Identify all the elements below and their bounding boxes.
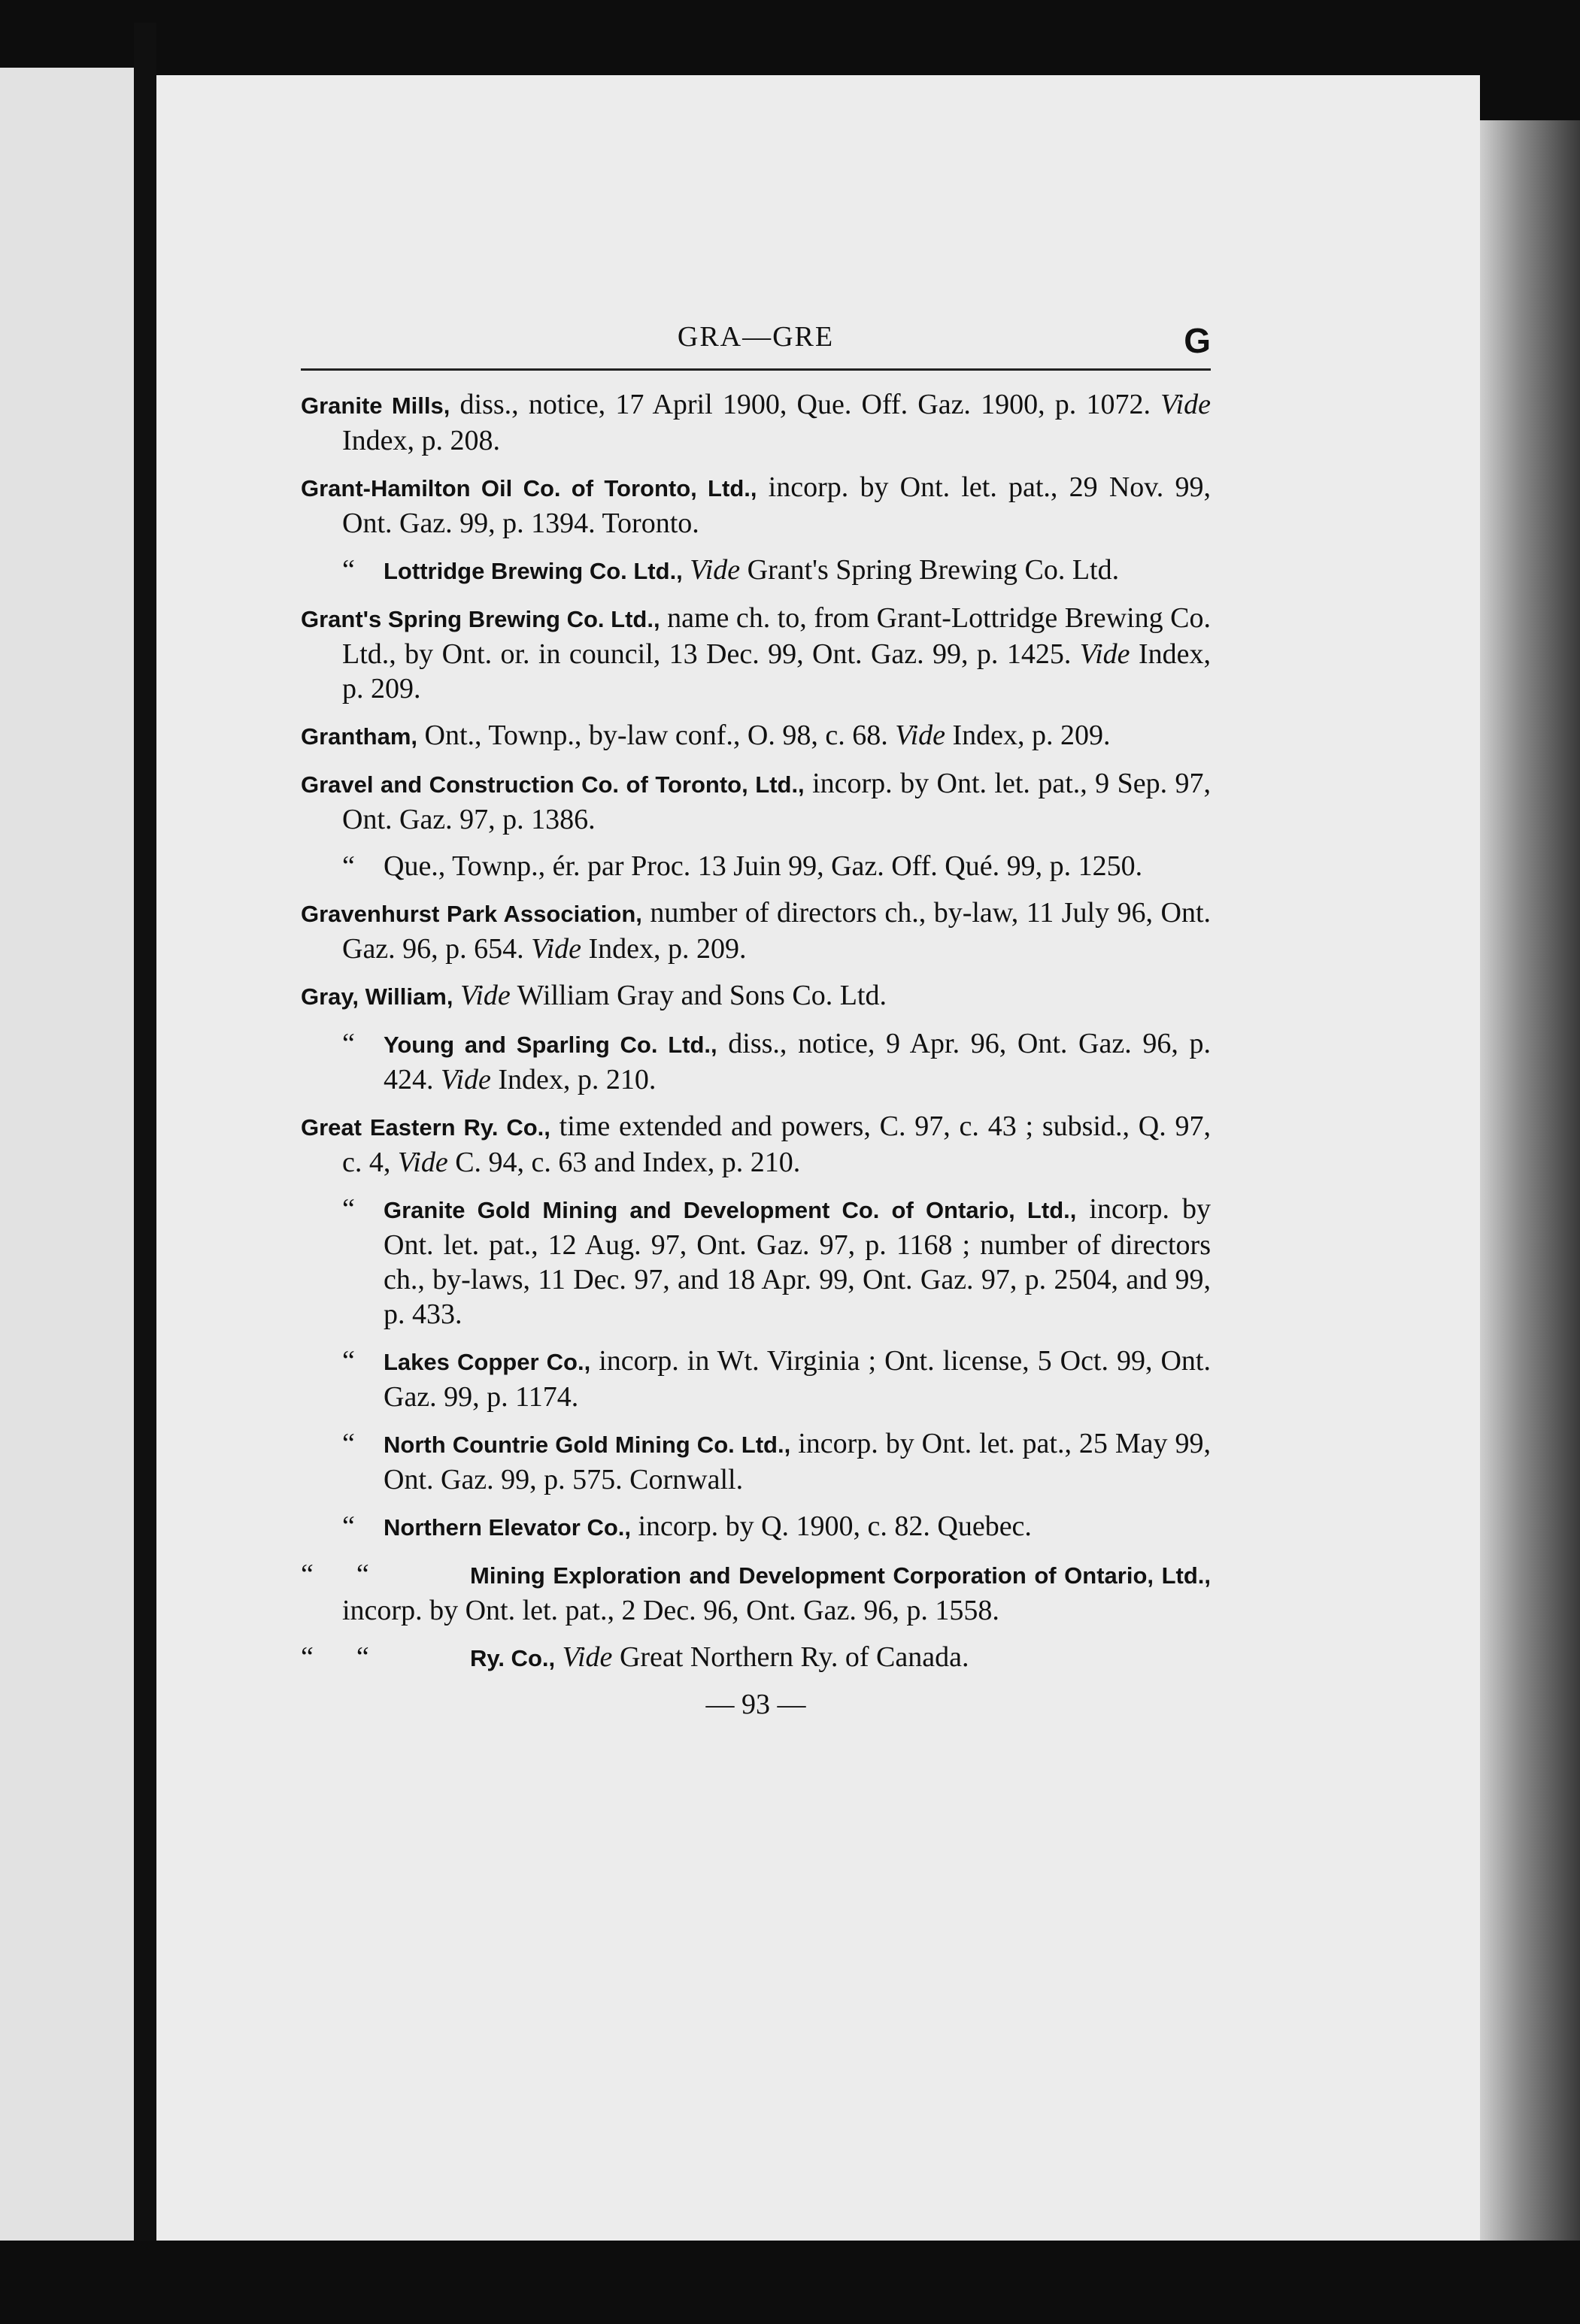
entry-text: name ch. to, from Grant-Lottridge Brewing Co. Ltd., by Ont. or. in council, 13 Dec. 99, Ont. Gaz. 99, p. 1425.	[342, 602, 1211, 670]
ditto-mark: “	[342, 850, 355, 882]
vide-reference: Vide	[459, 980, 511, 1011]
ditto-mark: “	[342, 1193, 355, 1225]
ditto-mark: “	[342, 1510, 355, 1542]
header-letter: G	[1184, 321, 1211, 360]
entry-text: diss., notice, 17 April 1900, Que. Off. Gaz. 1900, p. 1072.	[450, 389, 1161, 420]
ditto-mark: “ “	[301, 1641, 369, 1673]
ditto-mark: “	[342, 554, 355, 586]
entry-name: Northern Elevator Co.,	[384, 1514, 631, 1541]
entry-text-continued: William Gray and Sons Co. Ltd.	[510, 980, 887, 1011]
entry-name: Gravenhurst Park Association,	[301, 901, 642, 927]
entry-name: Grant-Hamilton Oil Co. of Toronto, Ltd.,	[301, 475, 757, 501]
vide-reference: Vide	[397, 1147, 448, 1178]
index-entry	[342, 1509, 1211, 1545]
entry-name: North Countrie Gold Mining Co. Ltd.,	[384, 1432, 791, 1458]
vide-reference: Vide	[531, 933, 582, 965]
entry-name: Grantham,	[301, 723, 418, 750]
entry-text: incorp. in Wt. Virginia ; Ont. license, 5 Oct. 99, Ont. Gaz. 99, p. 1174.	[384, 1345, 1211, 1413]
entry-text-continued: Index, p. 209.	[581, 933, 747, 965]
entry-name: Mining Exploration and Development Corporation of Ontario, Ltd.,	[470, 1562, 1211, 1589]
left-page-edge	[0, 68, 134, 2263]
entry-text: incorp. by Ont. let. pat., 2 Dec. 96, Ont. Gaz. 96, p. 1558.	[342, 1595, 999, 1626]
entry-text: time extended and powers, C. 97, c. 43 ; subsid., Q. 97, c. 4,	[342, 1110, 1211, 1178]
vide-reference: Vide	[441, 1064, 491, 1095]
entry-text	[555, 1641, 563, 1673]
entry-text: incorp. by Ont. let. pat., 29 Nov. 99, Ont. Gaz. 99, p. 1394. Toronto.	[342, 471, 1211, 539]
entry-name: Gray, William,	[301, 983, 453, 1010]
entry-text-continued: Index, p. 209.	[342, 638, 1211, 704]
entry-text-continued: Index, p. 209.	[945, 720, 1111, 751]
entry-name: Gravel and Construction Co. of Toronto, Ltd.,	[301, 771, 805, 798]
index-entry	[301, 1640, 1211, 1676]
index-entry	[301, 1557, 1211, 1628]
ditto-mark: “	[342, 1028, 355, 1059]
entry-list	[301, 387, 1211, 1676]
page-content	[301, 316, 1211, 1721]
ditto-mark: “	[342, 1428, 355, 1459]
entry-text: Ont., Townp., by-law conf., O. 98, c. 68.	[417, 720, 896, 751]
vide-reference: Vide	[1079, 638, 1130, 670]
entry-text-continued: Index, p. 210.	[490, 1064, 657, 1095]
entry-name: Young and Sparling Co. Ltd.,	[384, 1032, 717, 1058]
entry-text: Que., Townp., ér. par Proc. 13 Juin 99, Gaz. Off. Qué. 99, p. 1250.	[384, 850, 1143, 882]
vide-reference: Vide	[690, 554, 741, 586]
entry-text-continued: Index, p. 208.	[342, 425, 501, 456]
entry-text: incorp. by Ont. let. pat., 9 Sep. 97, Ont. Gaz. 97, p. 1386.	[342, 768, 1212, 835]
index-entry	[301, 895, 1211, 966]
entry-text-continued: C. 94, c. 63 and Index, p. 210.	[447, 1147, 801, 1178]
page-edge-shadow	[1480, 120, 1580, 2241]
entry-text	[683, 554, 690, 586]
entry-text: incorp. by Ont. let. pat., 12 Aug. 97, Ont. Gaz. 97, p. 1168 ; number of directors ch., by-laws, 11 Dec. 97, and 18 Apr. 99, Ont. Gaz. 97, p. 2504, and 99, p. 433.	[384, 1193, 1211, 1330]
entry-text: number of directors ch., by-law, 11 July 96, Ont. Gaz. 96, p. 654.	[342, 897, 1212, 965]
index-entry	[301, 387, 1211, 458]
entry-text-continued: Grant's Spring Brewing Co. Ltd.	[740, 554, 1120, 586]
index-entry	[342, 1026, 1211, 1097]
ditto-mark: “	[342, 1345, 355, 1377]
entry-name: Granite Mills,	[301, 392, 450, 419]
index-entry	[342, 1192, 1211, 1332]
running-header	[301, 316, 1211, 371]
header-range: GRA—GRE	[677, 321, 835, 353]
entry-text	[453, 980, 460, 1011]
vide-reference: Vide	[562, 1641, 613, 1673]
entry-name: Great Eastern Ry. Co.,	[301, 1114, 550, 1141]
index-entry	[301, 470, 1211, 541]
entry-text-continued: Great Northern Ry. of Canada.	[612, 1641, 969, 1673]
vide-reference: Vide	[1160, 389, 1211, 420]
entry-name: Granite Gold Mining and Development Co. of Ontario, Ltd.,	[384, 1197, 1077, 1223]
book-gutter	[134, 23, 156, 2293]
index-entry	[342, 1344, 1211, 1414]
index-entry	[342, 553, 1211, 589]
entry-text: diss., notice, 9 Apr. 96, Ont. Gaz. 96, p. 424.	[384, 1028, 1211, 1095]
vide-reference: Vide	[895, 720, 946, 751]
index-entry	[301, 601, 1211, 706]
entry-name: Lottridge Brewing Co. Ltd.,	[384, 558, 683, 584]
entry-text: incorp. by Q. 1900, c. 82. Quebec.	[631, 1510, 1032, 1542]
entry-name: Lakes Copper Co.,	[384, 1349, 591, 1375]
index-entry	[301, 1109, 1211, 1180]
entry-name: Grant's Spring Brewing Co. Ltd.,	[301, 606, 660, 632]
index-entry	[301, 978, 1211, 1014]
page-number: — 93 —	[705, 1689, 806, 1720]
index-entry	[342, 849, 1211, 883]
index-entry	[342, 1426, 1211, 1497]
entry-text: incorp. by Ont. let. pat., 25 May 99, Ont. Gaz. 99, p. 575. Cornwall.	[384, 1428, 1211, 1495]
ditto-mark: “ “	[301, 1559, 369, 1590]
index-entry	[301, 766, 1211, 837]
entry-name: Ry. Co.,	[470, 1645, 556, 1671]
index-entry	[301, 718, 1211, 754]
scan-border	[0, 2241, 1580, 2324]
